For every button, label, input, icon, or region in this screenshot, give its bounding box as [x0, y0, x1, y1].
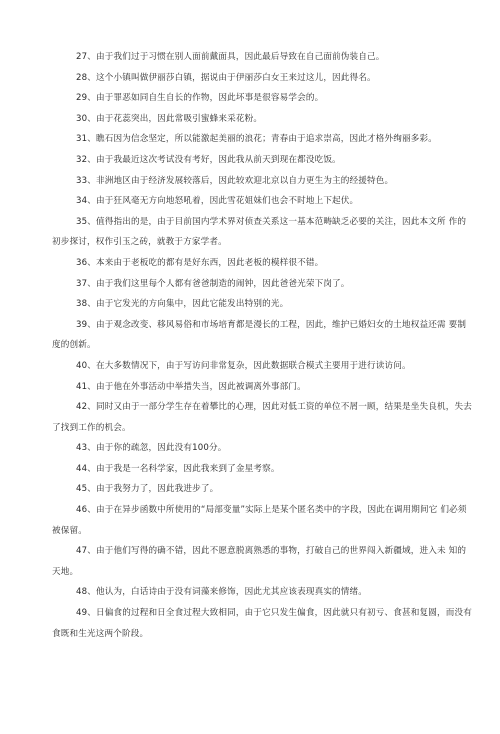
list-item: 42、同时又由于一部分学生存在着攀比的心理，因此对低工资的单位不屑一顾，结果是坐失良机，失去了找到工作的机会。	[52, 402, 472, 433]
list-item: 31、瞧石因为信念坚定，所以能激起美丽的浪花；青春由于追求崇高，因此才格外绚丽多彩。	[76, 134, 437, 145]
list-item: 45、由于我努力了，因此我进步了。	[76, 484, 219, 495]
list-item: 27、由于我们过于习惯在别人面前戴面具，因此最后导致在自己面前伪装自己。	[76, 52, 385, 62]
list-item: 30、由于花蕊突出，因此常吸引蜜蜂来采花粉。	[76, 113, 263, 124]
list-item: 39、由于观念改变、移风易俗和市场培育都是漫长的工程，因此，维护已婚妇女的土地权益还需 要制度的创新。	[52, 319, 467, 351]
list-item: 49、日偏食的过程和日全食过程大致相同，由于它只发生偏食，因此就只有初亏、食甚和复圆，而没有食既和生光这两个阶段。	[52, 608, 472, 639]
list-item: 32、由于我最近这次考试没有考好，因此我从前天到现在都没吃饭。	[76, 154, 341, 165]
list-item: 35、值得指出的是，由于目前国内学术界对侦查关系这一基本范畴缺乏必要的关注，因此本文所 作的初步探讨，权作引玉之砖，就教于方家学者。	[52, 216, 467, 248]
list-item: 38、由于它发光的方向集中，因此它能发出特别的光。	[76, 299, 289, 310]
list-item: 40、在大多数情况下，由于写访问非常复杂，因此数据联合模式主要用于进行读访问。	[76, 360, 411, 371]
list-item: 37、由于我们这里每个人都有爸爸制造的闹钟，因此爸爸光荣下岗了。	[76, 278, 350, 289]
list-item: 34、由于狂风毫无方向地怒吼着，因此雪花姐妹们也会不时地上下起伏。	[76, 196, 359, 207]
list-item: 47、由于他们写得的确不错，因此不愿意脱离熟悉的事物，打破自己的世界闯入新疆域，进入未 知的天地。	[52, 546, 467, 577]
list-item: 29、由于罪恶如同自生自长的作物，因此坏事是很容易学会的。	[76, 93, 324, 104]
sentence-list	[52, 47, 472, 644]
list-item: 48、他认为，白话诗由于没有词藻来修饰，因此尤其应该表现真实的情绪。	[76, 587, 368, 598]
list-item: 43、由于你的疏忽，因此没有100分。	[76, 443, 227, 454]
list-item: 36、本来由于老板吃的都有是好东西，因此老板的模样很不错。	[76, 257, 324, 268]
list-item: 46、由于在异步函数中所使用的“局部变量”实际上是某个匿名类中的字段，因此在调用期间它 们必须被保留。	[52, 505, 467, 536]
list-item: 33、非洲地区由于经济发展较落后，因此较欢迎北京以自力更生为主的经援特色。	[76, 175, 394, 186]
list-item: 44、由于我是一名科学家，因此我来到了金星考察。	[76, 463, 280, 474]
list-item: 28、这个小镇叫做伊丽莎白镇，据说由于伊丽莎白女王来过这儿，因此得名。	[76, 72, 376, 83]
list-item: 41、由于他在外事活动中举措失当，因此被调离外事部门。	[76, 381, 306, 392]
